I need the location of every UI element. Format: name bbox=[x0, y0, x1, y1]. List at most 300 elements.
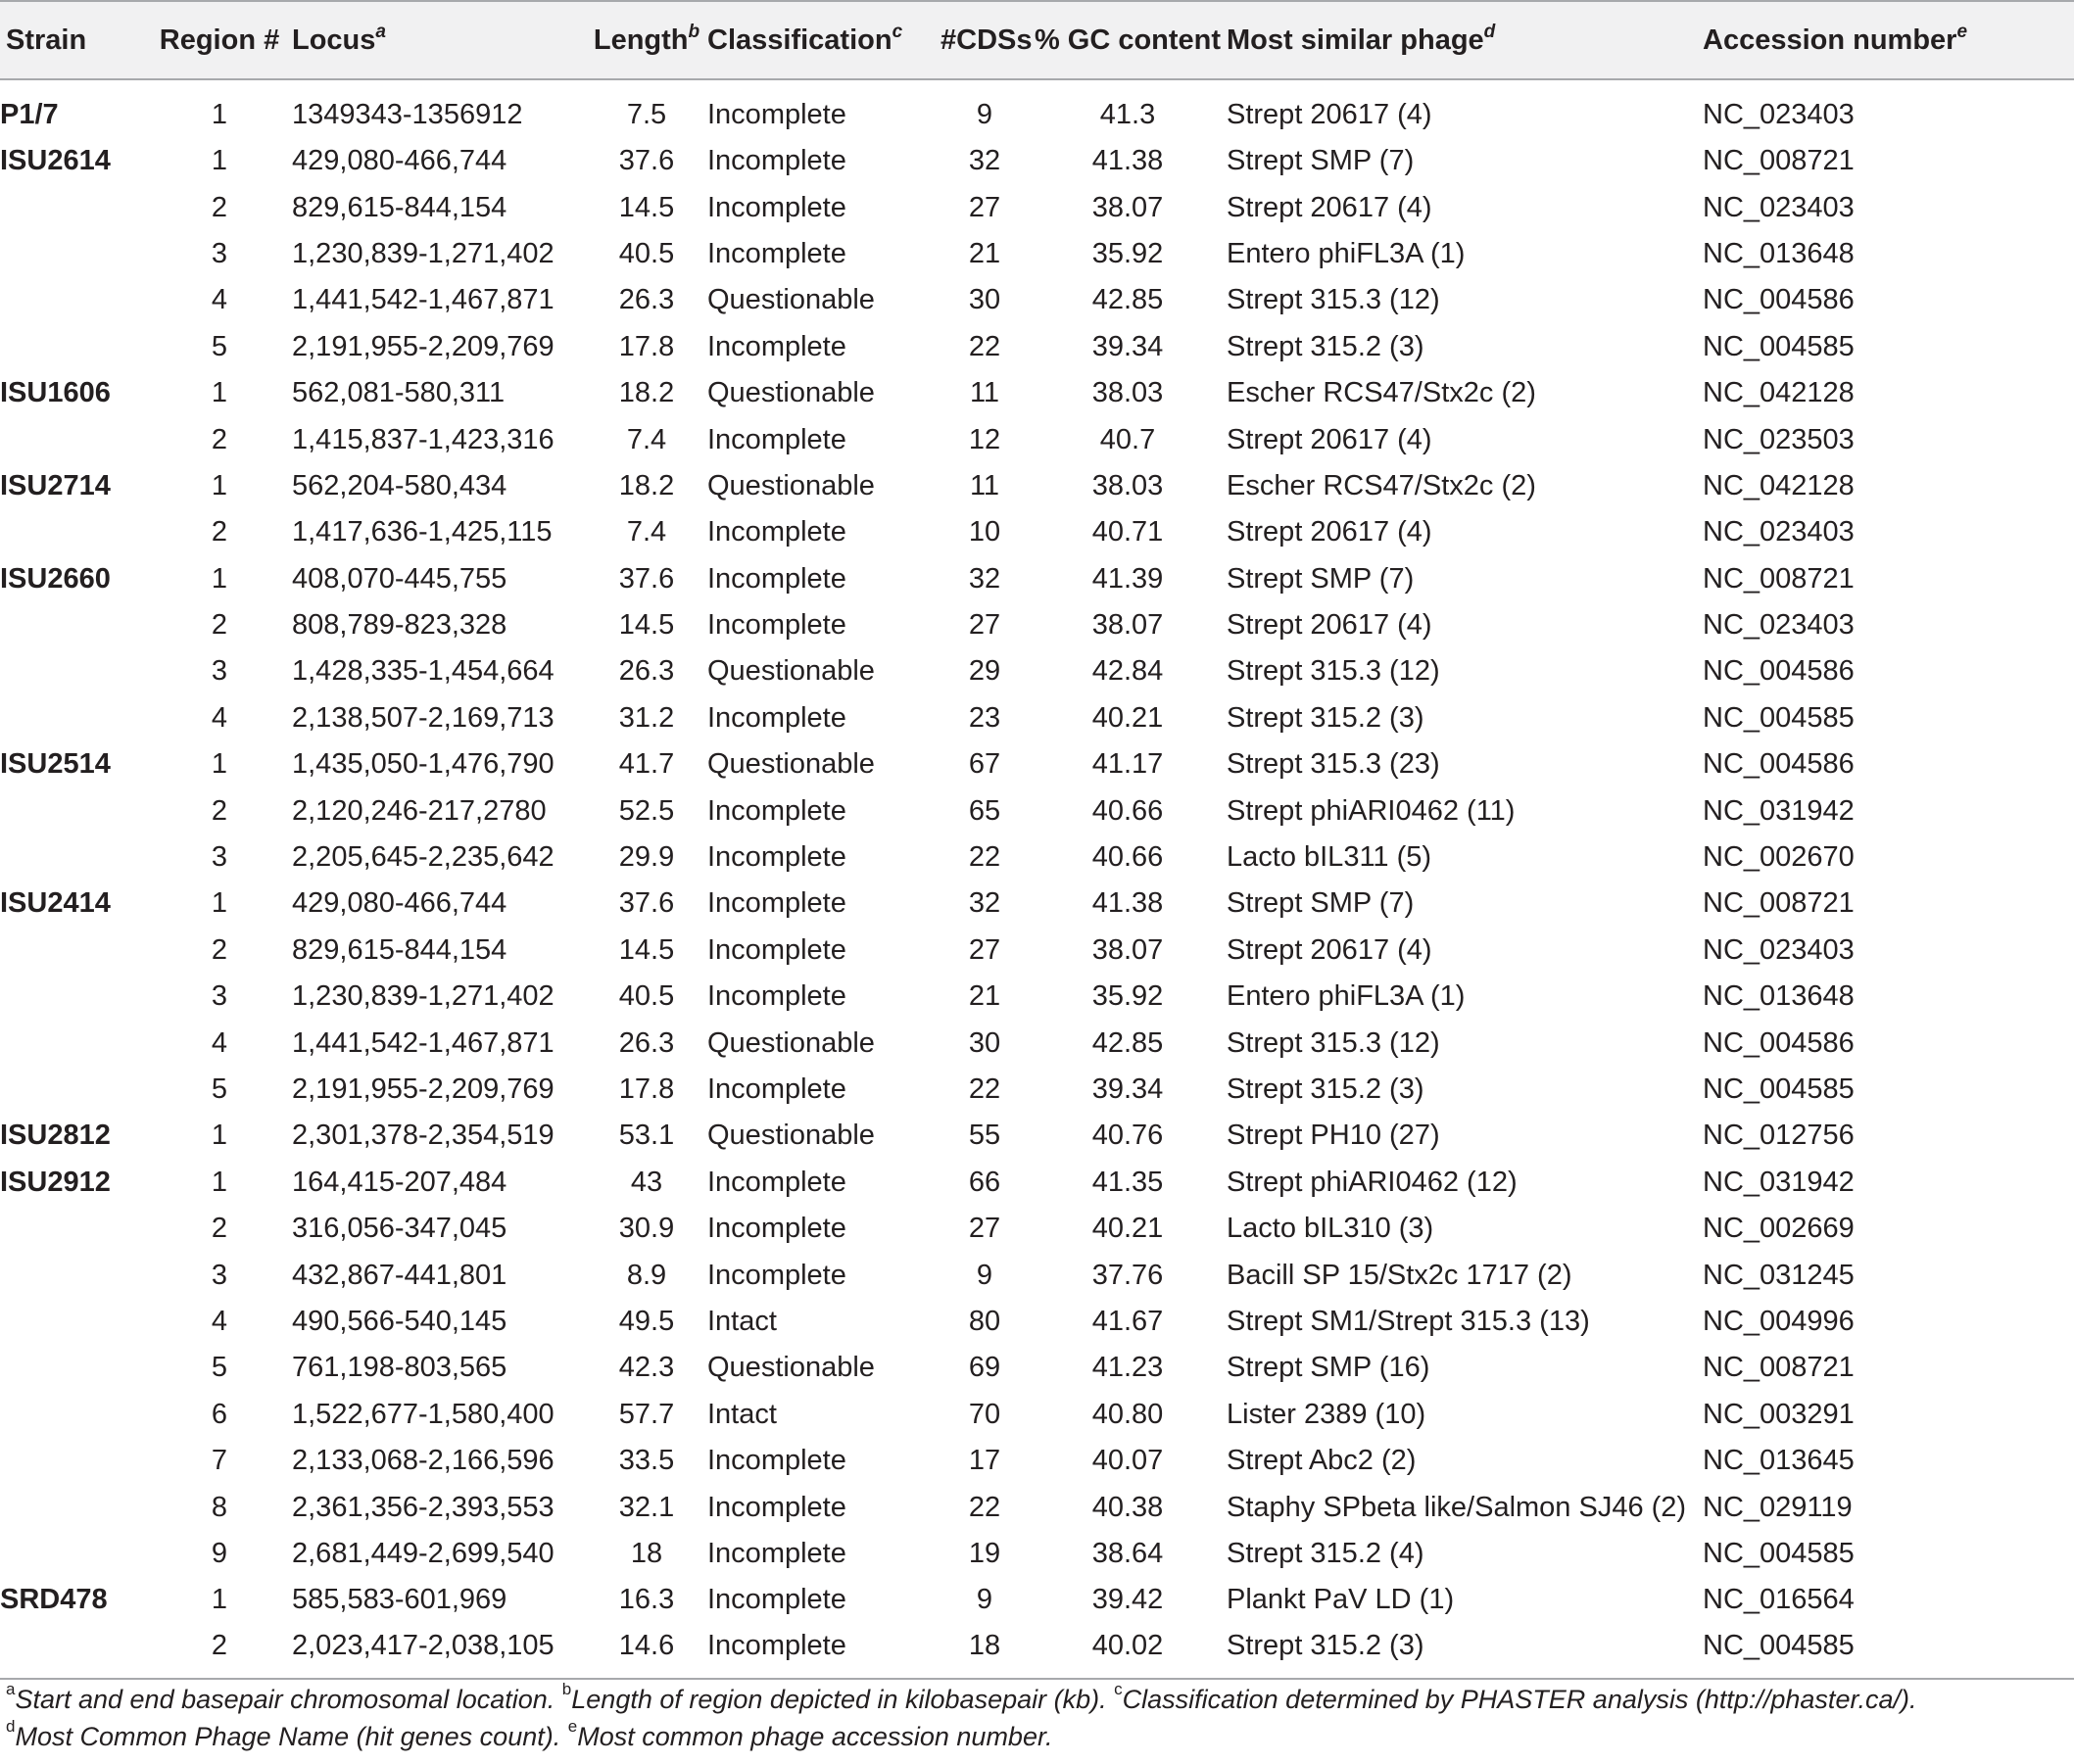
cell-length: 40.5 bbox=[618, 980, 675, 1013]
cell-locus: 1,230,839-1,271,402 bbox=[292, 980, 555, 1013]
cell-accession: NC_023403 bbox=[1703, 933, 1855, 966]
cell-accession: NC_013648 bbox=[1703, 980, 1855, 1013]
cell-accession: NC_004585 bbox=[1703, 701, 1855, 734]
cell-accession: NC_004586 bbox=[1703, 748, 1855, 781]
cell-locus: 2,301,378-2,354,519 bbox=[292, 1120, 555, 1152]
cell-locus: 808,789-823,328 bbox=[292, 609, 507, 642]
cell-classification: Incomplete bbox=[707, 99, 846, 130]
cell-classification: Incomplete bbox=[707, 1491, 846, 1523]
cell-length: 14.5 bbox=[618, 191, 675, 223]
cell-accession: NC_008721 bbox=[1703, 1352, 1855, 1384]
cell-classification: Incomplete bbox=[707, 1584, 846, 1616]
cell-classification: Incomplete bbox=[707, 701, 846, 734]
cell-strain bbox=[0, 928, 147, 974]
cell-strain: ISU2514 bbox=[0, 748, 111, 781]
cell-strain bbox=[0, 974, 147, 1020]
cell-phage: Strept SMP (7) bbox=[1227, 562, 1415, 595]
cell-classification: Incomplete bbox=[707, 887, 846, 920]
cell-phage: Strept 315.3 (23) bbox=[1227, 748, 1440, 781]
cell-phage: Plankt PaV LD (1) bbox=[1227, 1584, 1455, 1616]
cell-classification: Questionable bbox=[707, 1120, 875, 1152]
cell-gc: 39.42 bbox=[1091, 1584, 1164, 1616]
cell-cds: 18 bbox=[941, 1624, 1029, 1679]
footnote-a-mark: a bbox=[6, 1680, 16, 1698]
cell-gc: 38.07 bbox=[1091, 191, 1164, 223]
cell-classification: Incomplete bbox=[707, 1073, 846, 1105]
cell-accession: NC_002670 bbox=[1703, 841, 1855, 874]
cell-phage: Entero phiFL3A (1) bbox=[1227, 237, 1466, 269]
cell-region: 4 bbox=[211, 284, 228, 316]
cell-gc: 40.21 bbox=[1091, 701, 1164, 734]
cell-region: 3 bbox=[211, 1259, 228, 1291]
cell-accession: NC_004996 bbox=[1703, 1305, 1855, 1337]
cell-gc: 42.85 bbox=[1091, 284, 1164, 316]
table-row bbox=[0, 834, 2074, 881]
cell-phage: Strept 20617 (4) bbox=[1227, 99, 1432, 130]
table-row bbox=[0, 556, 2074, 602]
cell-phage: Strept 20617 (4) bbox=[1227, 609, 1432, 642]
cell-strain bbox=[0, 1484, 147, 1530]
cell-accession: NC_029119 bbox=[1703, 1491, 1853, 1523]
cell-cds: 22 bbox=[968, 1491, 1001, 1523]
table-row bbox=[0, 509, 2074, 555]
cell-classification: Questionable bbox=[707, 284, 875, 316]
cell-classification: Incomplete bbox=[707, 516, 846, 548]
table-row bbox=[0, 741, 2074, 787]
cell-strain: ISU1606 bbox=[0, 377, 111, 409]
table-row bbox=[0, 1252, 2074, 1298]
cell-strain bbox=[0, 648, 147, 694]
cell-locus: 429,080-466,744 bbox=[292, 145, 507, 177]
cell-cds: 27 bbox=[968, 933, 1001, 966]
cell-region: 2 bbox=[211, 423, 228, 455]
cell-gc: 39.34 bbox=[1091, 1073, 1164, 1105]
table-row bbox=[0, 881, 2074, 927]
cell-accession: NC_023503 bbox=[1703, 423, 1855, 455]
cell-accession: NC_012756 bbox=[1703, 1120, 1855, 1152]
cell-region: 1 bbox=[211, 748, 228, 781]
cell-phage: Strept 315.2 (3) bbox=[1227, 330, 1424, 362]
footnote-e: Most common phage accession number. bbox=[577, 1722, 1053, 1751]
cell-locus: 432,867-441,801 bbox=[292, 1259, 507, 1291]
cell-classification: Questionable bbox=[707, 1026, 875, 1059]
cell-locus: 1,522,677-1,580,400 bbox=[292, 1398, 555, 1430]
cell-length: 37.6 bbox=[618, 887, 675, 920]
cell-strain: ISU2812 bbox=[0, 1120, 111, 1152]
cell-strain bbox=[0, 509, 147, 555]
cell-strain: ISU2414 bbox=[0, 887, 111, 920]
header-length: Length$^b$ bbox=[586, 1, 707, 79]
table-row bbox=[0, 1484, 2074, 1530]
cell-classification: Questionable bbox=[707, 469, 875, 501]
cell-locus: 1,230,839-1,271,402 bbox=[292, 237, 555, 269]
cell-locus: 1349343-1356912 bbox=[292, 99, 523, 130]
cell-phage: Lacto bIL310 (3) bbox=[1227, 1213, 1434, 1245]
cell-strain: ISU2614 bbox=[0, 145, 111, 177]
cell-phage: Escher RCS47/Stx2c (2) bbox=[1227, 377, 1536, 409]
cell-strain bbox=[0, 1067, 147, 1113]
cell-region: 3 bbox=[211, 841, 228, 874]
cell-phage: Strept Abc2 (2) bbox=[1227, 1445, 1417, 1477]
cell-strain bbox=[0, 324, 147, 370]
table-row bbox=[0, 1577, 2074, 1623]
table-row bbox=[0, 324, 2074, 370]
cell-strain bbox=[0, 231, 147, 277]
cell-locus: 1,441,542-1,467,871 bbox=[292, 1026, 555, 1059]
table-row bbox=[0, 974, 2074, 1020]
cell-region: 4 bbox=[211, 701, 228, 734]
cell-length: 18 bbox=[630, 1537, 663, 1569]
cell-cds: 67 bbox=[968, 748, 1001, 781]
cell-gc: 41.39 bbox=[1091, 562, 1164, 595]
cell-locus: 562,081-580,311 bbox=[292, 377, 506, 409]
cell-gc: 38.03 bbox=[1091, 377, 1164, 409]
cell-locus: 562,204-580,434 bbox=[292, 469, 507, 501]
cell-region: 4 bbox=[211, 1026, 228, 1059]
cell-accession: NC_008721 bbox=[1703, 145, 1855, 177]
cell-gc: 38.03 bbox=[1091, 469, 1164, 501]
cell-length: 53.1 bbox=[618, 1120, 675, 1152]
cell-phage: Entero phiFL3A (1) bbox=[1227, 980, 1466, 1013]
cell-accession: NC_004586 bbox=[1703, 655, 1855, 688]
cell-region: 4 bbox=[211, 1305, 228, 1337]
cell-region: 6 bbox=[211, 1398, 228, 1430]
cell-classification: Incomplete bbox=[707, 1259, 846, 1291]
cell-gc: 39.34 bbox=[1091, 330, 1164, 362]
table-header bbox=[0, 1, 2074, 79]
cell-cds: 29 bbox=[968, 655, 1001, 688]
table-row bbox=[0, 1531, 2074, 1577]
cell-cds: 9 bbox=[976, 1259, 993, 1291]
cell-classification: Questionable bbox=[707, 377, 875, 409]
cell-gc: 40.07 bbox=[1091, 1445, 1164, 1477]
table-row bbox=[0, 370, 2074, 416]
cell-strain bbox=[0, 1020, 147, 1066]
cell-gc: 38.07 bbox=[1091, 609, 1164, 642]
cell-classification: Incomplete bbox=[707, 1213, 846, 1245]
cell-accession: NC_016564 bbox=[1703, 1584, 1855, 1616]
cell-region: 1 bbox=[211, 469, 228, 501]
cell-region: 1 bbox=[211, 1584, 228, 1616]
cell-length: 17.8 bbox=[618, 330, 675, 362]
cell-region: 9 bbox=[211, 1537, 228, 1569]
table-row bbox=[0, 787, 2074, 834]
cell-length: 43 bbox=[630, 1166, 663, 1198]
cell-gc: 40.66 bbox=[1091, 794, 1164, 827]
cell-length: 41.7 bbox=[618, 748, 675, 781]
cell-cds: 32 bbox=[968, 562, 1001, 595]
cell-cds: 27 bbox=[968, 1213, 1001, 1245]
cell-accession: NC_004586 bbox=[1703, 1026, 1855, 1059]
cell-region: 7 bbox=[211, 1445, 228, 1477]
cell-gc: 40.38 bbox=[1091, 1491, 1164, 1523]
cell-length: 49.5 bbox=[618, 1305, 675, 1337]
cell-cds: 27 bbox=[968, 609, 1001, 642]
cell-classification: Incomplete bbox=[707, 841, 846, 874]
table-row bbox=[0, 1299, 2074, 1345]
table-row bbox=[0, 1438, 2074, 1484]
table-row bbox=[0, 1345, 2074, 1391]
cell-gc: 37.76 bbox=[1091, 1259, 1164, 1291]
cell-length: 31.2 bbox=[618, 701, 675, 734]
cell-locus: 2,205,645-2,235,642 bbox=[292, 841, 555, 874]
table-row bbox=[0, 416, 2074, 462]
cell-locus: 408,070-445,755 bbox=[292, 562, 507, 595]
cell-phage: Strept 315.3 (12) bbox=[1227, 284, 1440, 316]
cell-accession: NC_008721 bbox=[1703, 562, 1855, 595]
cell-gc: 40.02 bbox=[1029, 1624, 1227, 1679]
cell-classification: Incomplete bbox=[707, 237, 846, 269]
cell-classification: Incomplete bbox=[707, 145, 846, 177]
cell-classification: Questionable bbox=[707, 655, 875, 688]
header-phage: Most similar phage$^d$ bbox=[1227, 1, 1703, 79]
cell-accession: NC_004586 bbox=[1703, 284, 1855, 316]
cell-strain bbox=[0, 787, 147, 834]
cell-region: 2 bbox=[211, 933, 228, 966]
cell-classification: Incomplete bbox=[707, 191, 846, 223]
cell-length: 29.9 bbox=[618, 841, 675, 874]
cell-length: 32.1 bbox=[618, 1491, 675, 1523]
cell-phage: Strept SM1/Strept 315.3 (13) bbox=[1227, 1305, 1590, 1337]
cell-locus: 2,361,356-2,393,553 bbox=[292, 1491, 555, 1523]
cell-locus: 1,417,636-1,425,115 bbox=[292, 516, 553, 548]
cell-phage: Strept 315.2 (4) bbox=[1227, 1537, 1424, 1569]
cell-classification: Intact bbox=[707, 1398, 777, 1430]
cell-accession: NC_002669 bbox=[1703, 1213, 1855, 1245]
table-row bbox=[0, 928, 2074, 974]
cell-cds: 32 bbox=[968, 887, 1001, 920]
cell-accession: NC_042128 bbox=[1703, 469, 1855, 501]
cell-length: 26.3 bbox=[618, 1026, 675, 1059]
cell-cds: 66 bbox=[968, 1166, 1001, 1198]
cell-region: 3 bbox=[211, 655, 228, 688]
cell-length: 18.2 bbox=[618, 377, 675, 409]
table-row bbox=[0, 231, 2074, 277]
cell-strain bbox=[0, 1531, 147, 1577]
cell-length: 14.6 bbox=[586, 1624, 707, 1679]
cell-locus: 2,120,246-217,2780 bbox=[292, 794, 547, 827]
cell-classification: Questionable bbox=[707, 748, 875, 781]
cell-cds: 30 bbox=[968, 1026, 1001, 1059]
cell-gc: 41.23 bbox=[1091, 1352, 1164, 1384]
cell-locus: 1,428,335-1,454,664 bbox=[292, 655, 555, 688]
table-row bbox=[0, 1067, 2074, 1113]
cell-locus: 164,415-207,484 bbox=[292, 1166, 507, 1198]
table-row bbox=[0, 1020, 2074, 1066]
cell-gc: 35.92 bbox=[1091, 980, 1164, 1013]
cell-cds: 17 bbox=[968, 1445, 1001, 1477]
cell-locus: 2,681,449-2,699,540 bbox=[292, 1537, 555, 1569]
cell-cds: 65 bbox=[968, 794, 1001, 827]
cell-locus: 490,566-540,145 bbox=[292, 1305, 507, 1337]
cell-accession: NC_031245 bbox=[1703, 1259, 1855, 1291]
cell-phage: Strept 315.2 (3) bbox=[1227, 1073, 1424, 1105]
cell-accession: NC_023403 bbox=[1703, 516, 1855, 548]
header-region: Region # bbox=[147, 1, 292, 79]
cell-accession: NC_042128 bbox=[1703, 377, 1855, 409]
cell-strain bbox=[0, 602, 147, 648]
cell-cds: 69 bbox=[968, 1352, 1001, 1384]
cell-gc: 40.71 bbox=[1091, 516, 1164, 548]
table-row bbox=[0, 1206, 2074, 1252]
table-row bbox=[0, 695, 2074, 741]
header-accession: Accession number$^e$ bbox=[1703, 1, 2074, 79]
cell-locus: 2,133,068-2,166,596 bbox=[292, 1445, 555, 1477]
cell-strain: ISU2714 bbox=[0, 469, 111, 501]
cell-classification: Incomplete bbox=[707, 933, 846, 966]
cell-strain bbox=[0, 695, 147, 741]
cell-accession: NC_031942 bbox=[1703, 1166, 1855, 1198]
cell-length: 37.6 bbox=[618, 145, 675, 177]
table-row bbox=[0, 184, 2074, 230]
cell-locus: 829,615-844,154 bbox=[292, 191, 507, 223]
cell-phage: Strept 20617 (4) bbox=[1227, 933, 1432, 966]
cell-phage: Strept SMP (7) bbox=[1227, 887, 1415, 920]
cell-region: 2 bbox=[211, 516, 228, 548]
cell-length: 16.3 bbox=[618, 1584, 675, 1616]
cell-phage: Strept 315.3 (12) bbox=[1227, 655, 1440, 688]
cell-region: 2 bbox=[211, 191, 228, 223]
cell-phage: Strept 315.3 (12) bbox=[1227, 1026, 1440, 1059]
cell-region: 2 bbox=[211, 609, 228, 642]
table-row bbox=[0, 138, 2074, 184]
cell-phage: Strept 315.2 (3) bbox=[1227, 1624, 1703, 1679]
cell-cds: 19 bbox=[968, 1537, 1001, 1569]
cell-phage: Strept 20617 (4) bbox=[1227, 423, 1432, 455]
cell-length: 42.3 bbox=[618, 1352, 675, 1384]
cell-cds: 10 bbox=[968, 516, 1001, 548]
footnotes bbox=[6, 1681, 2068, 1755]
cell-cds: 80 bbox=[968, 1305, 1001, 1337]
cell-gc: 40.7 bbox=[1099, 423, 1156, 455]
table-row bbox=[0, 1624, 2074, 1679]
table-row bbox=[0, 463, 2074, 509]
cell-cds: 23 bbox=[968, 701, 1001, 734]
cell-strain bbox=[0, 1438, 147, 1484]
cell-strain bbox=[0, 184, 147, 230]
cell-locus: 2,191,955-2,209,769 bbox=[292, 1073, 555, 1105]
cell-gc: 41.67 bbox=[1091, 1305, 1164, 1337]
cell-strain: P1/7 bbox=[0, 99, 59, 130]
cell-locus: 2,023,417-2,038,105 bbox=[292, 1624, 586, 1679]
footnote-b: Length of region depicted in kilobasepair (kb). bbox=[571, 1685, 1107, 1714]
cell-strain bbox=[0, 1624, 147, 1679]
cell-length: 17.8 bbox=[618, 1073, 675, 1105]
cell-phage: Strept PH10 (27) bbox=[1227, 1120, 1440, 1152]
table-row bbox=[0, 277, 2074, 323]
table-row bbox=[0, 1113, 2074, 1159]
cell-length: 37.6 bbox=[618, 562, 675, 595]
cell-cds: 11 bbox=[969, 377, 1000, 409]
cell-strain bbox=[0, 1299, 147, 1345]
cell-phage: Bacill SP 15/Stx2c 1717 (2) bbox=[1227, 1259, 1572, 1291]
cell-strain bbox=[0, 1206, 147, 1252]
cell-gc: 41.35 bbox=[1091, 1166, 1164, 1198]
cell-gc: 40.76 bbox=[1091, 1120, 1164, 1152]
cell-region: 2 bbox=[147, 1624, 292, 1679]
cell-gc: 41.38 bbox=[1091, 145, 1164, 177]
cell-locus: 1,435,050-1,476,790 bbox=[292, 748, 555, 781]
cell-classification: Incomplete bbox=[707, 1537, 846, 1569]
cell-strain bbox=[0, 1392, 147, 1438]
cell-accession: NC_013645 bbox=[1703, 1445, 1855, 1477]
cell-accession: NC_004585 bbox=[1703, 1537, 1855, 1569]
cell-locus: 1,441,542-1,467,871 bbox=[292, 284, 555, 316]
cell-length: 14.5 bbox=[618, 933, 675, 966]
cell-region: 3 bbox=[211, 237, 228, 269]
table-row bbox=[0, 1392, 2074, 1438]
cell-region: 5 bbox=[211, 1073, 228, 1105]
header-cds: #CDSs bbox=[941, 1, 1029, 79]
footnote-b-mark: b bbox=[561, 1680, 572, 1698]
cell-region: 3 bbox=[211, 980, 228, 1013]
cell-gc: 41.17 bbox=[1091, 748, 1164, 781]
footnote-e-mark: e bbox=[567, 1717, 578, 1736]
cell-accession: NC_023403 bbox=[1703, 191, 1855, 223]
cell-classification: Questionable bbox=[707, 1352, 875, 1384]
cell-phage: Strept 315.2 (3) bbox=[1227, 701, 1424, 734]
cell-region: 1 bbox=[211, 145, 228, 177]
cell-region: 2 bbox=[211, 794, 228, 827]
cell-length: 33.5 bbox=[618, 1445, 675, 1477]
cell-phage: Strept phiARI0462 (12) bbox=[1227, 1166, 1518, 1198]
table-body bbox=[0, 79, 2074, 1679]
cell-strain bbox=[0, 1252, 147, 1298]
cell-phage: Strept SMP (16) bbox=[1227, 1352, 1430, 1384]
cell-phage: Strept SMP (7) bbox=[1227, 145, 1415, 177]
cell-locus: 429,080-466,744 bbox=[292, 887, 507, 920]
cell-classification: Incomplete bbox=[707, 609, 846, 642]
cell-cds: 22 bbox=[968, 330, 1001, 362]
cell-phage: Strept 20617 (4) bbox=[1227, 191, 1432, 223]
cell-gc: 38.64 bbox=[1091, 1537, 1164, 1569]
cell-region: 5 bbox=[211, 1352, 228, 1384]
footnote-d-mark: d bbox=[6, 1717, 16, 1736]
cell-region: 1 bbox=[211, 377, 228, 409]
cell-strain bbox=[0, 416, 147, 462]
cell-region: 5 bbox=[211, 330, 228, 362]
cell-classification: Incomplete bbox=[707, 980, 846, 1013]
cell-region: 1 bbox=[211, 1120, 228, 1152]
footnote-c: Classification determined by PHASTER analysis (http://phaster.ca/). bbox=[1122, 1685, 1917, 1714]
cell-locus: 2,138,507-2,169,713 bbox=[292, 701, 555, 734]
cell-gc: 40.21 bbox=[1091, 1213, 1164, 1245]
cell-cds: 22 bbox=[968, 1073, 1001, 1105]
cell-length: 52.5 bbox=[618, 794, 675, 827]
cell-classification: Incomplete bbox=[707, 330, 846, 362]
footnote-a: Start and end basepair chromosomal location. bbox=[15, 1685, 555, 1714]
cell-accession: NC_003291 bbox=[1703, 1398, 1855, 1430]
cell-gc: 41.38 bbox=[1091, 887, 1164, 920]
cell-phage: Strept 20617 (4) bbox=[1227, 516, 1432, 548]
cell-classification: Incomplete bbox=[707, 562, 846, 595]
cell-cds: 12 bbox=[968, 423, 1001, 455]
cell-locus: 316,056-347,045 bbox=[292, 1213, 507, 1245]
cell-classification: Incomplete bbox=[707, 1166, 846, 1198]
cell-length: 14.5 bbox=[618, 609, 675, 642]
cell-accession: NC_023403 bbox=[1703, 99, 1855, 130]
cell-phage: Escher RCS47/Stx2c (2) bbox=[1227, 469, 1536, 501]
cell-gc: 42.84 bbox=[1091, 655, 1164, 688]
cell-locus: 761,198-803,565 bbox=[292, 1352, 507, 1384]
cell-strain: SRD478 bbox=[0, 1584, 108, 1616]
cell-classification: Incomplete bbox=[707, 1624, 941, 1679]
cell-classification: Incomplete bbox=[707, 794, 846, 827]
cell-cds: 21 bbox=[968, 237, 1001, 269]
cell-length: 57.7 bbox=[618, 1398, 675, 1430]
cell-gc: 40.66 bbox=[1091, 841, 1164, 874]
table-row bbox=[0, 648, 2074, 694]
